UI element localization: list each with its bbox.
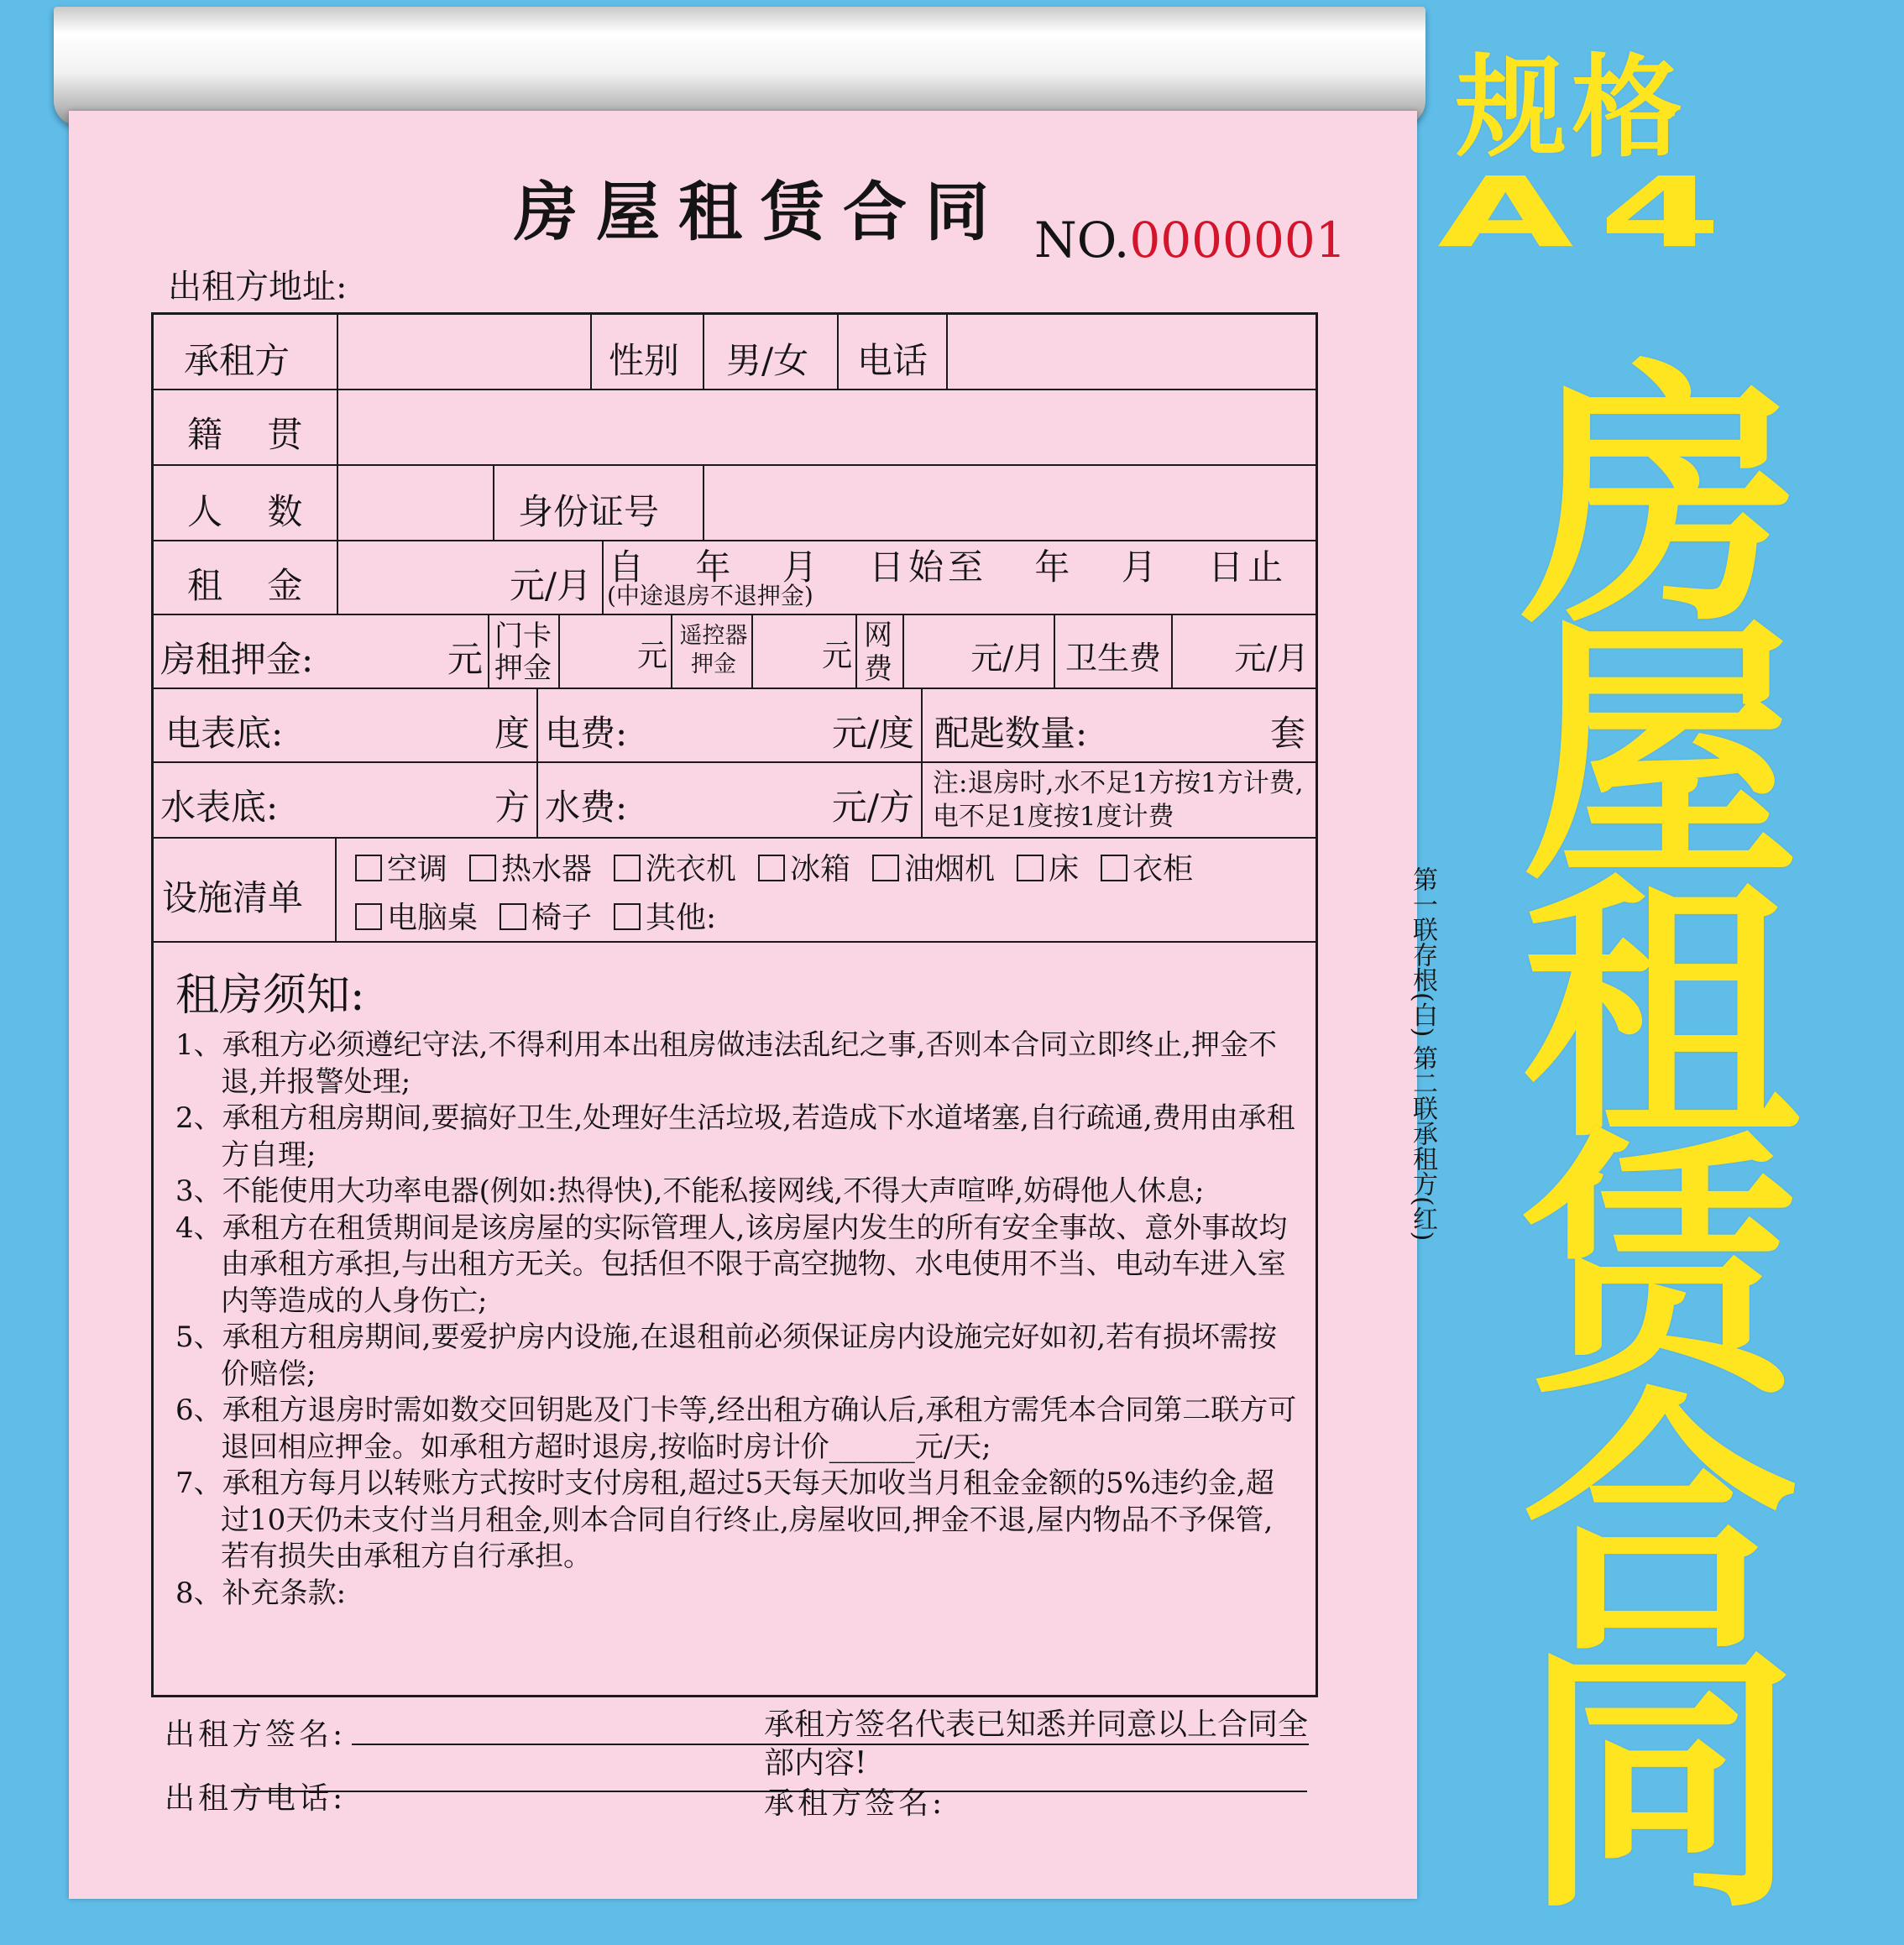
facility-item[interactable] (614, 901, 716, 935)
phone-label: 电话 (857, 340, 928, 381)
headcount-label: 人 数 (187, 491, 320, 532)
banner-char: 合 (1522, 1366, 1799, 1688)
remote-deposit-label: 遥控器押金 (679, 623, 748, 677)
rule-list (175, 1027, 1299, 1612)
electric-meter-label: 电表底: (165, 713, 284, 754)
facility-item[interactable] (1017, 852, 1079, 886)
sanitation-field[interactable] (1173, 615, 1317, 688)
facility-item[interactable] (614, 852, 736, 886)
deposit-field[interactable] (154, 615, 489, 688)
rent-field[interactable] (338, 541, 604, 614)
electric-row (154, 689, 1316, 763)
id-number-label: 身份证号 (518, 491, 660, 532)
net-fee-label: 网费 (864, 619, 892, 686)
checkbox[interactable] (872, 855, 899, 881)
checkbox[interactable] (614, 903, 641, 930)
remote-deposit-unit: 元 (821, 639, 852, 673)
electric-meter-unit: 度 (494, 713, 530, 754)
copy-note: 第一联存根(白) 第二联承租方(红) (1408, 866, 1437, 1242)
rule-item: 2、承租方租房期间,要搞好卫生,处理好生活垃圾,若造成下水道堵塞,自行疏通,费用由承租方自理; (175, 1101, 1295, 1172)
rent-row (154, 541, 1316, 615)
rent-label: 租 金 (187, 565, 320, 606)
rule-item: 7、承租方每月以转账方式按时支付房租,超过5天每天加收当月租金金额的5%违约金,超过10天仍未支付当月租金,则本合同自行终止,房屋收回,押金不退,屋内物品不予保管,若有损失由承租方自行承担。 (175, 1467, 1274, 1573)
facility-label: 热水器 (501, 852, 593, 886)
lessor-address-label: 出租方地址: (168, 268, 348, 306)
size-label: A4 (1437, 156, 1747, 269)
card-deposit-field[interactable] (560, 615, 672, 688)
net-fee-unit: 元/月 (970, 640, 1045, 677)
rule-item: 4、承租方在租赁期间是该房屋的实际管理人,该房屋内发生的所有安全事故、意外事故均由承租方承担,与出租方无关。包括但不限于高空抛物、水电使用不当、电动车进入室内等造成的人身伤亡; (175, 1210, 1288, 1318)
water-fee-label: 水费: (545, 787, 628, 828)
keys-field[interactable] (923, 689, 1317, 761)
gender-value: 男/女 (726, 340, 809, 381)
keys-unit: 套 (1269, 713, 1305, 754)
banner-char: 赁 (1522, 1109, 1799, 1431)
facility-label: 床 (1049, 852, 1080, 886)
id-number-field[interactable] (704, 466, 1317, 540)
spec-label: 规格 (1456, 44, 1687, 173)
water-electric-note: 注:退房时,水不足1方按1方计费,电不足1度按1度计费 (933, 768, 1304, 832)
hometown-field[interactable] (338, 390, 1317, 464)
checkbox[interactable] (1101, 855, 1127, 881)
rent-period-note: (中途退房不退押金) (607, 582, 813, 609)
contract-table (151, 312, 1318, 1697)
rent-period-field[interactable] (604, 541, 1317, 614)
rent-period: 自 年 月 日始至 年 月 日止 (609, 546, 1288, 588)
electric-fee-unit: 元/度 (831, 713, 914, 754)
water-meter-field[interactable] (154, 763, 538, 837)
form-title: 房屋租赁合同 (514, 175, 1007, 249)
deposit-row (154, 615, 1316, 689)
facility-item[interactable] (1101, 852, 1193, 886)
facilities-label: 设施清单 (162, 877, 304, 918)
sanitation-unit: 元/月 (1234, 640, 1309, 677)
facility-item[interactable] (355, 901, 478, 935)
serial-number: NO.0000001 (1034, 212, 1347, 269)
facility-item[interactable] (469, 852, 592, 886)
rule-item: 6、承租方退房时需如数交回钥匙及门卡等,经出租方确认后,承租方需凭本合同第二联方可退回相应押金。如承租方超时退房,按临时房计价______元/天; (175, 1393, 1297, 1464)
lessor-phone-label: 出租方电话: (165, 1781, 347, 1816)
facility-item[interactable] (872, 852, 995, 886)
checkbox[interactable] (469, 855, 496, 881)
water-meter-label: 水表底: (160, 787, 279, 828)
facility-label: 洗衣机 (646, 852, 737, 886)
tenant-signature-label: 承租方签名: (764, 1786, 946, 1821)
deposit-label: 房租押金: (160, 639, 314, 680)
rule-item: 5、承租方租房期间,要爱护房内设施,在退租前必须保证房内设施完好如初,若有损坏需按价赔偿; (175, 1320, 1278, 1391)
facility-label: 椅子 (531, 901, 593, 935)
checkbox[interactable] (758, 855, 785, 881)
facility-label: 其他: (646, 901, 717, 935)
net-fee-field[interactable] (904, 615, 1055, 688)
banner-char: 同 (1522, 1623, 1799, 1945)
facility-line-1 (355, 845, 1215, 888)
tenant-label: 承租方 (184, 340, 290, 381)
checkbox[interactable] (355, 903, 382, 930)
checkbox[interactable] (614, 855, 641, 881)
water-row (154, 763, 1316, 839)
remote-deposit-field[interactable] (753, 615, 857, 688)
banner-char: 租 (1522, 852, 1799, 1174)
paper-binding (54, 7, 1425, 126)
card-deposit-unit: 元 (636, 639, 667, 673)
facility-item[interactable] (355, 852, 447, 886)
facility-item[interactable] (500, 901, 592, 935)
deposit-unit: 元 (447, 639, 483, 680)
headcount-field[interactable] (338, 466, 494, 540)
rent-unit: 元/月 (509, 565, 592, 606)
electric-fee-field[interactable] (538, 689, 923, 761)
facility-label: 电脑桌 (387, 901, 479, 935)
checkbox[interactable] (1017, 855, 1044, 881)
rule-item: 1、承租方必须遵纪守法,不得利用本出租房做违法乱纪之事,否则本合同立即终止,押金不退,并报警处理; (175, 1028, 1278, 1099)
facility-label: 空调 (387, 852, 448, 886)
headcount-row (154, 466, 1316, 541)
hometown-label: 籍 贯 (187, 414, 320, 455)
rule-item: 3、不能使用大功率电器(例如:热得快),不能私接网线,不得大声喧哗,妨碍他人休息; (175, 1174, 1205, 1208)
electric-fee-label: 电费: (545, 713, 628, 754)
contract-form (69, 111, 1437, 1899)
gender-label: 性别 (609, 340, 680, 381)
electric-meter-field[interactable] (154, 689, 538, 761)
facility-item[interactable] (758, 852, 850, 886)
card-deposit-label: 门卡押金 (494, 620, 552, 685)
rule-item: 8、补充条款: (175, 1576, 347, 1610)
facilities-row (154, 839, 1316, 943)
tenant-row (154, 315, 1316, 390)
lessor-signature-label: 出租方签名: (165, 1718, 347, 1752)
rules-title: 租房须知: (175, 970, 365, 1021)
water-fee-field[interactable] (538, 763, 923, 837)
checkbox[interactable] (500, 903, 526, 930)
facility-line-2 (355, 894, 738, 937)
facility-label: 衣柜 (1132, 852, 1194, 886)
keys-label: 配匙数量: (934, 713, 1088, 754)
consent-statement: 承租方签名代表已知悉并同意以上合同全部内容! (764, 1707, 1309, 1780)
checkbox[interactable] (355, 855, 382, 881)
water-fee-unit: 元/方 (831, 787, 914, 828)
water-meter-unit: 方 (494, 787, 530, 828)
facility-label: 油烟机 (904, 852, 996, 886)
phone-field[interactable] (948, 315, 1317, 389)
hometown-row (154, 390, 1316, 466)
rental-rules (175, 959, 1299, 1612)
banner-char: 屋 (1522, 595, 1799, 918)
facility-label: 冰箱 (790, 852, 851, 886)
banner-char: 房 (1522, 338, 1799, 661)
sanitation-label: 卫生费 (1065, 640, 1162, 677)
tenant-field[interactable] (338, 315, 592, 389)
